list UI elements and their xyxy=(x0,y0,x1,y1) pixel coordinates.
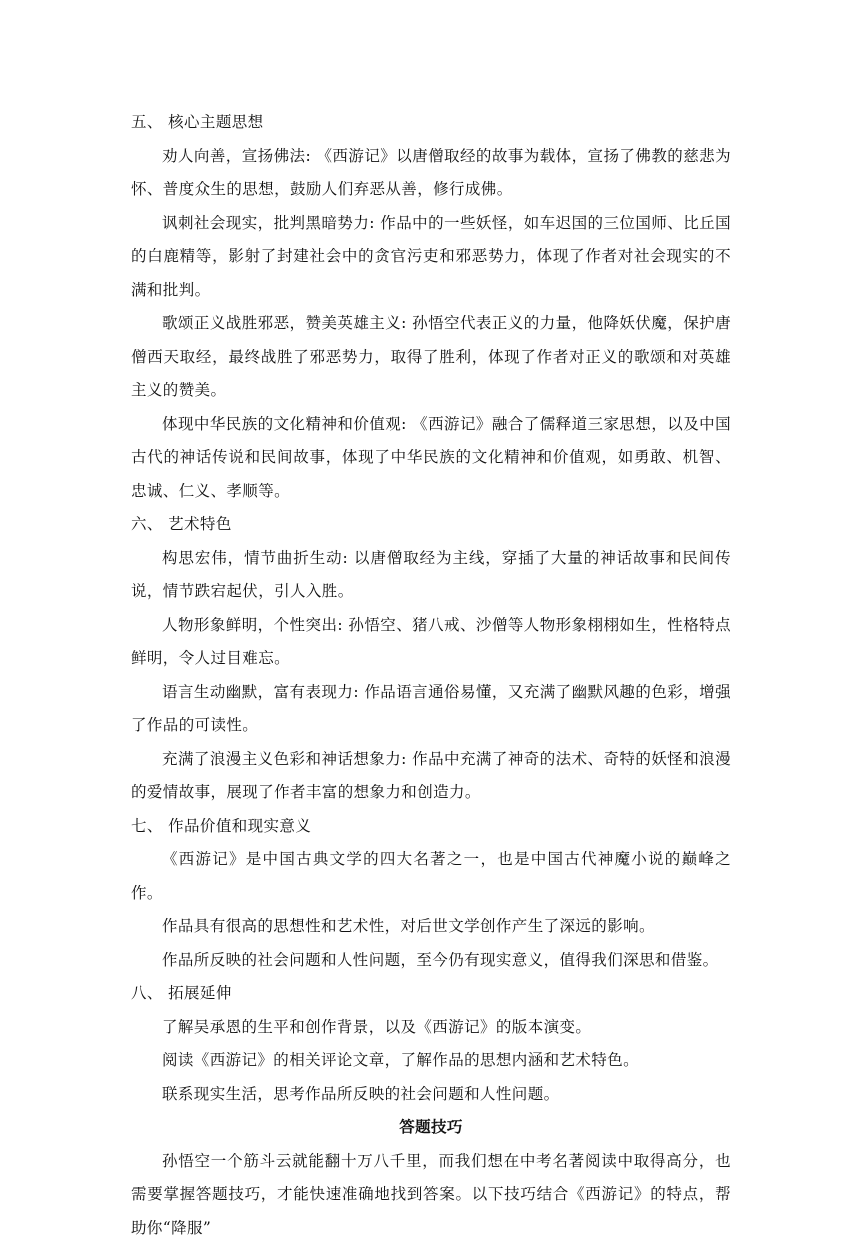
document-content xyxy=(131,106,731,1245)
section-heading-value-significance: 七、 作品价值和现实意义 xyxy=(131,810,731,844)
paragraph: 构思宏伟，情节曲折生动: 以唐僧取经为主线，穿插了大量的神话故事和民间传说，情节跌宕起伏，引人入胜。 xyxy=(131,542,731,609)
paragraph: 劝人向善，宣扬佛法: 《西游记》以唐僧取经的故事为载体，宣扬了佛教的慈悲为怀、普度众生的思想，鼓励人们弃恶从善，修行成佛。 xyxy=(131,140,731,207)
paragraph: 语言生动幽默，富有表现力: 作品语言通俗易懂，又充满了幽默风趣的色彩，增强了作品的可读性。 xyxy=(131,676,731,743)
paragraph: 联系现实生活，思考作品所反映的社会问题和人性问题。 xyxy=(131,1078,731,1112)
paragraph: 人物形象鲜明，个性突出: 孙悟空、猪八戒、沙僧等人物形象栩栩如生，性格特点鲜明，令人过目难忘。 xyxy=(131,609,731,676)
paragraph: 充满了浪漫主义色彩和神话想象力: 作品中充满了神奇的法术、奇特的妖怪和浪漫的爱情故事，展现了作者丰富的想象力和创造力。 xyxy=(131,743,731,810)
section-heading-artistic-features: 六、 艺术特色 xyxy=(131,508,731,542)
paragraph: 歌颂正义战胜邪恶，赞美英雄主义: 孙悟空代表正义的力量，他降妖伏魔，保护唐僧西天取经，最终战胜了邪恶势力，取得了胜利，体现了作者对正义的歌颂和对英雄主义的赞美。 xyxy=(131,307,731,408)
paragraph: 作品所反映的社会问题和人性问题，至今仍有现实意义，值得我们深思和借鉴。 xyxy=(131,944,731,978)
tips-paragraph: 孙悟空一个筋斗云就能翻十万八千里，而我们想在中考名著阅读中取得高分，也需要掌握答题技巧，才能快速准确地找到答案。以下技巧结合《西游记》的特点，帮助你“降服” xyxy=(131,1145,731,1245)
paragraph: 《西游记》是中国古典文学的四大名著之一，也是中国古代神魔小说的巅峰之作。 xyxy=(131,843,731,910)
tips-title: 答题技巧 xyxy=(131,1111,731,1145)
section-heading-extension: 八、 拓展延伸 xyxy=(131,977,731,1011)
paragraph: 了解吴承恩的生平和创作背景，以及《西游记》的版本演变。 xyxy=(131,1011,731,1045)
paragraph: 讽刺社会现实，批判黑暗势力: 作品中的一些妖怪，如车迟国的三位国师、比丘国的白鹿精等，影射了封建社会中的贪官污吏和邪恶势力，体现了作者对社会现实的不满和批判。 xyxy=(131,207,731,308)
paragraph: 阅读《西游记》的相关评论文章，了解作品的思想内涵和艺术特色。 xyxy=(131,1044,731,1078)
paragraph: 体现中华民族的文化精神和价值观: 《西游记》融合了儒释道三家思想，以及中国古代的神话传说和民间故事，体现了中华民族的文化精神和价值观，如勇敢、机智、忠诚、仁义、孝顺等。 xyxy=(131,408,731,509)
paragraph: 作品具有很高的思想性和艺术性，对后世文学创作产生了深远的影响。 xyxy=(131,910,731,944)
section-heading-core-themes: 五、 核心主题思想 xyxy=(131,106,731,140)
